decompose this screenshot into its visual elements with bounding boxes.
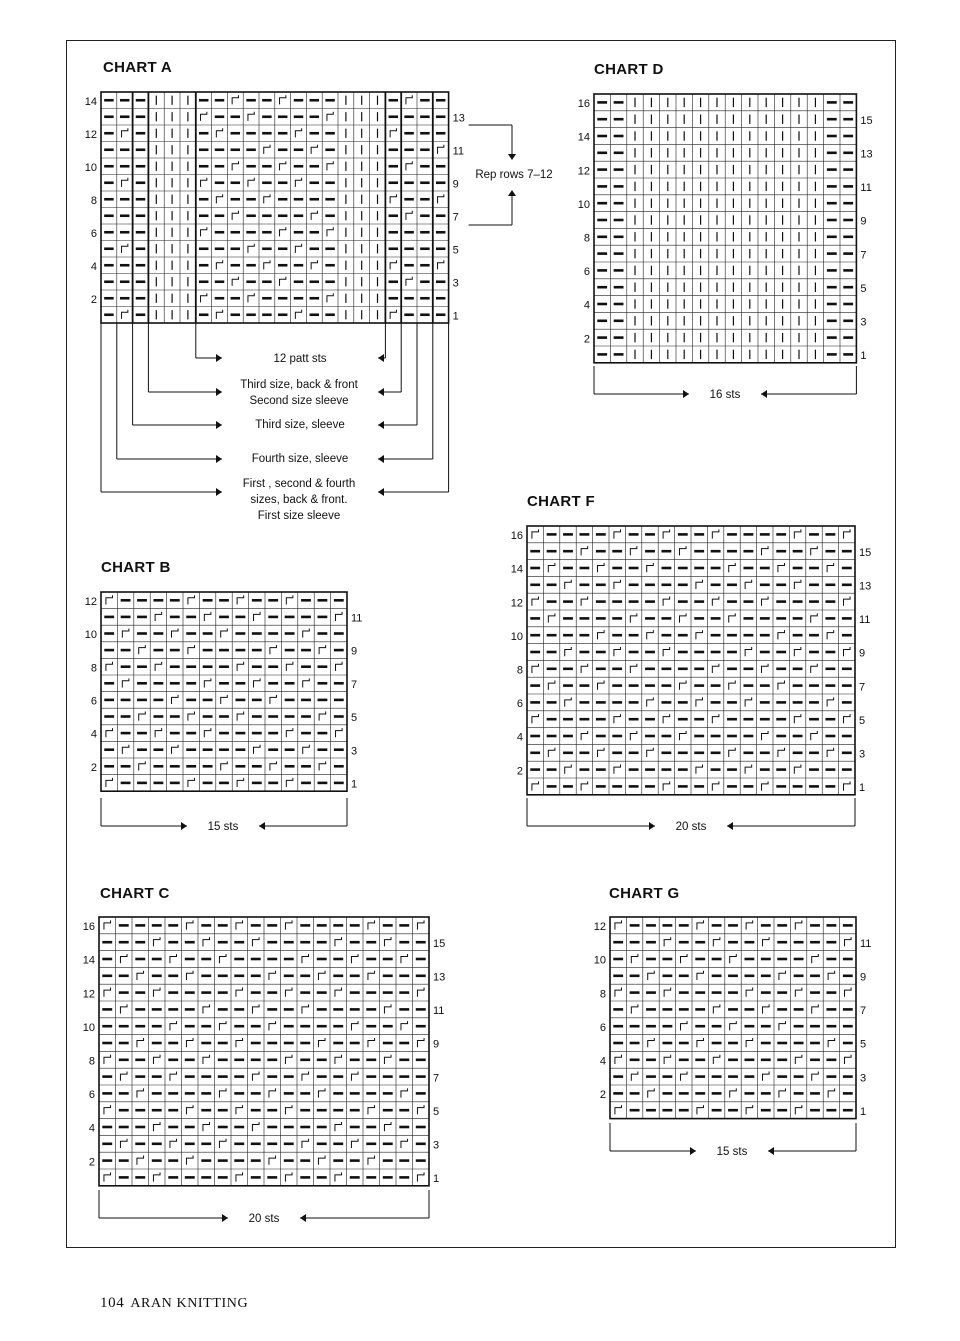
row-number-left: 12 [84, 128, 97, 141]
row-number-right: 5 [452, 244, 459, 257]
stitch-cell [795, 920, 802, 929]
row-number-left: 10 [82, 1021, 95, 1034]
row-number-right: 11 [433, 1005, 445, 1018]
row-number-left: 6 [583, 266, 590, 279]
stitch-cell [713, 937, 720, 946]
chart-g-stitch-count: 15 sts [716, 1146, 748, 1158]
stitch-cell [631, 954, 638, 963]
stitch-cell [615, 920, 622, 929]
label-rep-rows: Rep rows 7–12 [475, 169, 553, 181]
row-number-right: 9 [433, 1038, 440, 1051]
row-number-left: 16 [510, 530, 523, 543]
stitch-cell [648, 1088, 655, 1097]
row-number-right: 13 [859, 580, 872, 593]
row-number-right: 1 [452, 310, 459, 323]
chart-b-stitch-count: 15 sts [207, 821, 239, 833]
row-number-left: 16 [82, 921, 95, 934]
row-number-left: 8 [90, 194, 97, 207]
stitch-cell [697, 1105, 704, 1114]
row-number-left: 2 [88, 1156, 95, 1169]
row-number-left: 6 [516, 698, 523, 711]
label-third-size-back-front: Third size, back & front Second size sleeve [240, 379, 358, 407]
stitch-cell [828, 971, 835, 980]
stitch-cell [746, 1038, 753, 1047]
row-number-right: 1 [433, 1173, 440, 1186]
stitch-cell [845, 1055, 852, 1064]
chart-d-stitch-count: 16 sts [709, 389, 741, 401]
stitch-cell [763, 1004, 770, 1013]
row-number-right: 7 [859, 681, 866, 694]
stitch-cell [697, 971, 704, 980]
row-number-left: 2 [583, 333, 590, 346]
stitch-cell [779, 1021, 786, 1030]
row-number-left: 12 [577, 165, 590, 178]
row-number-right: 15 [860, 114, 873, 127]
row-number-right: 3 [452, 277, 459, 290]
stitch-cell [664, 937, 671, 946]
chart-a-title: CHART A [103, 59, 173, 76]
row-number-right: 9 [351, 645, 358, 658]
row-number-left: 14 [84, 95, 97, 108]
chart-c-stitch-count: 20 sts [248, 1213, 280, 1225]
row-number-left: 12 [84, 595, 97, 608]
stitch-cell [812, 1004, 819, 1013]
stitch-cell [648, 1038, 655, 1047]
row-number-right: 5 [351, 712, 358, 725]
row-number-right: 11 [859, 614, 871, 627]
stitch-cell [795, 988, 802, 997]
label-fourth-size-sleeve: Fourth size, sleeve [251, 453, 349, 465]
book-title: ARAN KNITTING [130, 1296, 249, 1311]
row-number-left: 2 [90, 761, 97, 774]
stitch-cell [763, 1072, 770, 1081]
row-number-left: 12 [593, 921, 606, 934]
label-first-second-fourth-sizes: First , second & fourth sizes, back & front. First size sleeve [242, 478, 356, 522]
row-number-right: 11 [452, 145, 465, 158]
row-number-right: 1 [351, 778, 358, 791]
row-number-right: 1 [859, 782, 866, 795]
row-number-right: 5 [860, 282, 867, 295]
row-number-left: 14 [82, 954, 95, 967]
row-number-right: 1 [860, 1105, 867, 1118]
stitch-cell [730, 1088, 737, 1097]
arrow-icon [768, 1147, 774, 1155]
stitch-cell [730, 954, 737, 963]
stitch-cell [845, 937, 852, 946]
row-number-left: 2 [90, 293, 97, 306]
stitch-cell [746, 988, 753, 997]
row-number-right: 7 [860, 249, 867, 262]
row-number-left: 10 [84, 161, 97, 174]
stitch-cell [763, 937, 770, 946]
row-number-left: 10 [84, 629, 97, 642]
row-number-left: 14 [577, 131, 590, 144]
stitch-cell [812, 954, 819, 963]
stitch-cell [697, 1038, 704, 1047]
row-number-left: 6 [599, 1021, 606, 1034]
row-number-left: 4 [90, 260, 97, 273]
row-number-right: 11 [860, 937, 872, 950]
row-number-right: 3 [433, 1139, 440, 1152]
stitch-cell [845, 988, 852, 997]
label-third-size-sleeve: Third size, sleeve [255, 419, 345, 431]
page-number: 104 [100, 1295, 125, 1311]
row-number-right: 9 [860, 215, 867, 228]
stitch-cell [681, 1021, 688, 1030]
row-number-left: 8 [88, 1055, 95, 1068]
stitch-cell [779, 1088, 786, 1097]
stitch-cell [664, 988, 671, 997]
chart-f-title: CHART F [527, 493, 595, 510]
chart-f-stitch-count: 20 sts [675, 821, 707, 833]
row-number-right: 9 [859, 647, 866, 660]
stitch-cell [615, 1055, 622, 1064]
row-number-right: 3 [860, 1072, 867, 1085]
row-number-right: 5 [860, 1038, 867, 1051]
row-number-left: 6 [90, 227, 97, 240]
stitch-cell [746, 920, 753, 929]
row-number-left: 10 [577, 198, 590, 211]
row-number-left: 10 [510, 630, 523, 643]
row-number-right: 1 [860, 350, 867, 363]
row-number-right: 11 [860, 182, 872, 195]
row-number-right: 13 [433, 971, 446, 984]
stitch-cell [730, 1021, 737, 1030]
row-number-left: 8 [599, 988, 606, 1001]
stitch-cell [812, 1072, 819, 1081]
row-number-right: 9 [452, 178, 459, 191]
stitch-cell [795, 1105, 802, 1114]
stitch-cell [697, 920, 704, 929]
row-number-left: 12 [510, 597, 523, 610]
row-number-right: 5 [433, 1105, 440, 1118]
page-footer [100, 1295, 248, 1312]
stitch-cell [713, 1004, 720, 1013]
row-number-left: 8 [90, 662, 97, 675]
stitch-cell [631, 1004, 638, 1013]
row-number-left: 6 [88, 1089, 95, 1102]
row-number-right: 7 [860, 1005, 867, 1018]
stitch-cell [828, 1088, 835, 1097]
row-number-right: 7 [452, 211, 459, 224]
row-number-left: 4 [88, 1122, 95, 1135]
chart-b-title: CHART B [101, 559, 171, 576]
row-number-left: 4 [90, 728, 97, 741]
row-number-left: 2 [516, 765, 523, 778]
row-number-left: 10 [593, 954, 606, 967]
row-number-left: 6 [90, 695, 97, 708]
stitch-cell [615, 988, 622, 997]
stitch-cell [746, 1105, 753, 1114]
row-number-left: 8 [516, 664, 523, 677]
stitch-cell [795, 1055, 802, 1064]
stitch-cell [779, 971, 786, 980]
stitch-cell [681, 954, 688, 963]
chart-g-title: CHART G [609, 885, 680, 902]
row-number-right: 13 [860, 148, 873, 161]
stitch-cell [713, 1055, 720, 1064]
stitch-cell [664, 1055, 671, 1064]
row-number-right: 7 [433, 1072, 440, 1085]
stitch-cell [648, 971, 655, 980]
row-number-left: 12 [82, 988, 95, 1001]
stitch-cell [631, 1072, 638, 1081]
arrow-icon [690, 1147, 696, 1155]
row-number-right: 9 [860, 971, 867, 984]
row-number-left: 8 [583, 232, 590, 245]
stitch-cell [681, 1072, 688, 1081]
row-number-right: 3 [351, 745, 358, 758]
row-number-right: 7 [351, 678, 358, 691]
row-number-left: 4 [583, 299, 590, 312]
row-number-right: 5 [859, 714, 866, 727]
stitch-cell [828, 1038, 835, 1047]
stitch-cell [615, 1105, 622, 1114]
row-number-right: 3 [860, 316, 867, 329]
row-number-right: 15 [859, 546, 872, 559]
row-number-right: 11 [351, 612, 363, 625]
label-12-patt-sts: 12 patt sts [273, 353, 327, 365]
row-number-left: 4 [599, 1055, 606, 1068]
row-number-left: 14 [510, 563, 523, 576]
chart-c-title: CHART C [100, 885, 170, 902]
row-number-left: 4 [516, 731, 523, 744]
row-number-right: 13 [452, 112, 465, 125]
row-number-left: 2 [599, 1089, 606, 1102]
row-number-right: 3 [859, 748, 866, 761]
row-number-right: 15 [433, 937, 446, 950]
chart-d-title: CHART D [594, 61, 664, 78]
row-number-left: 16 [577, 98, 590, 111]
